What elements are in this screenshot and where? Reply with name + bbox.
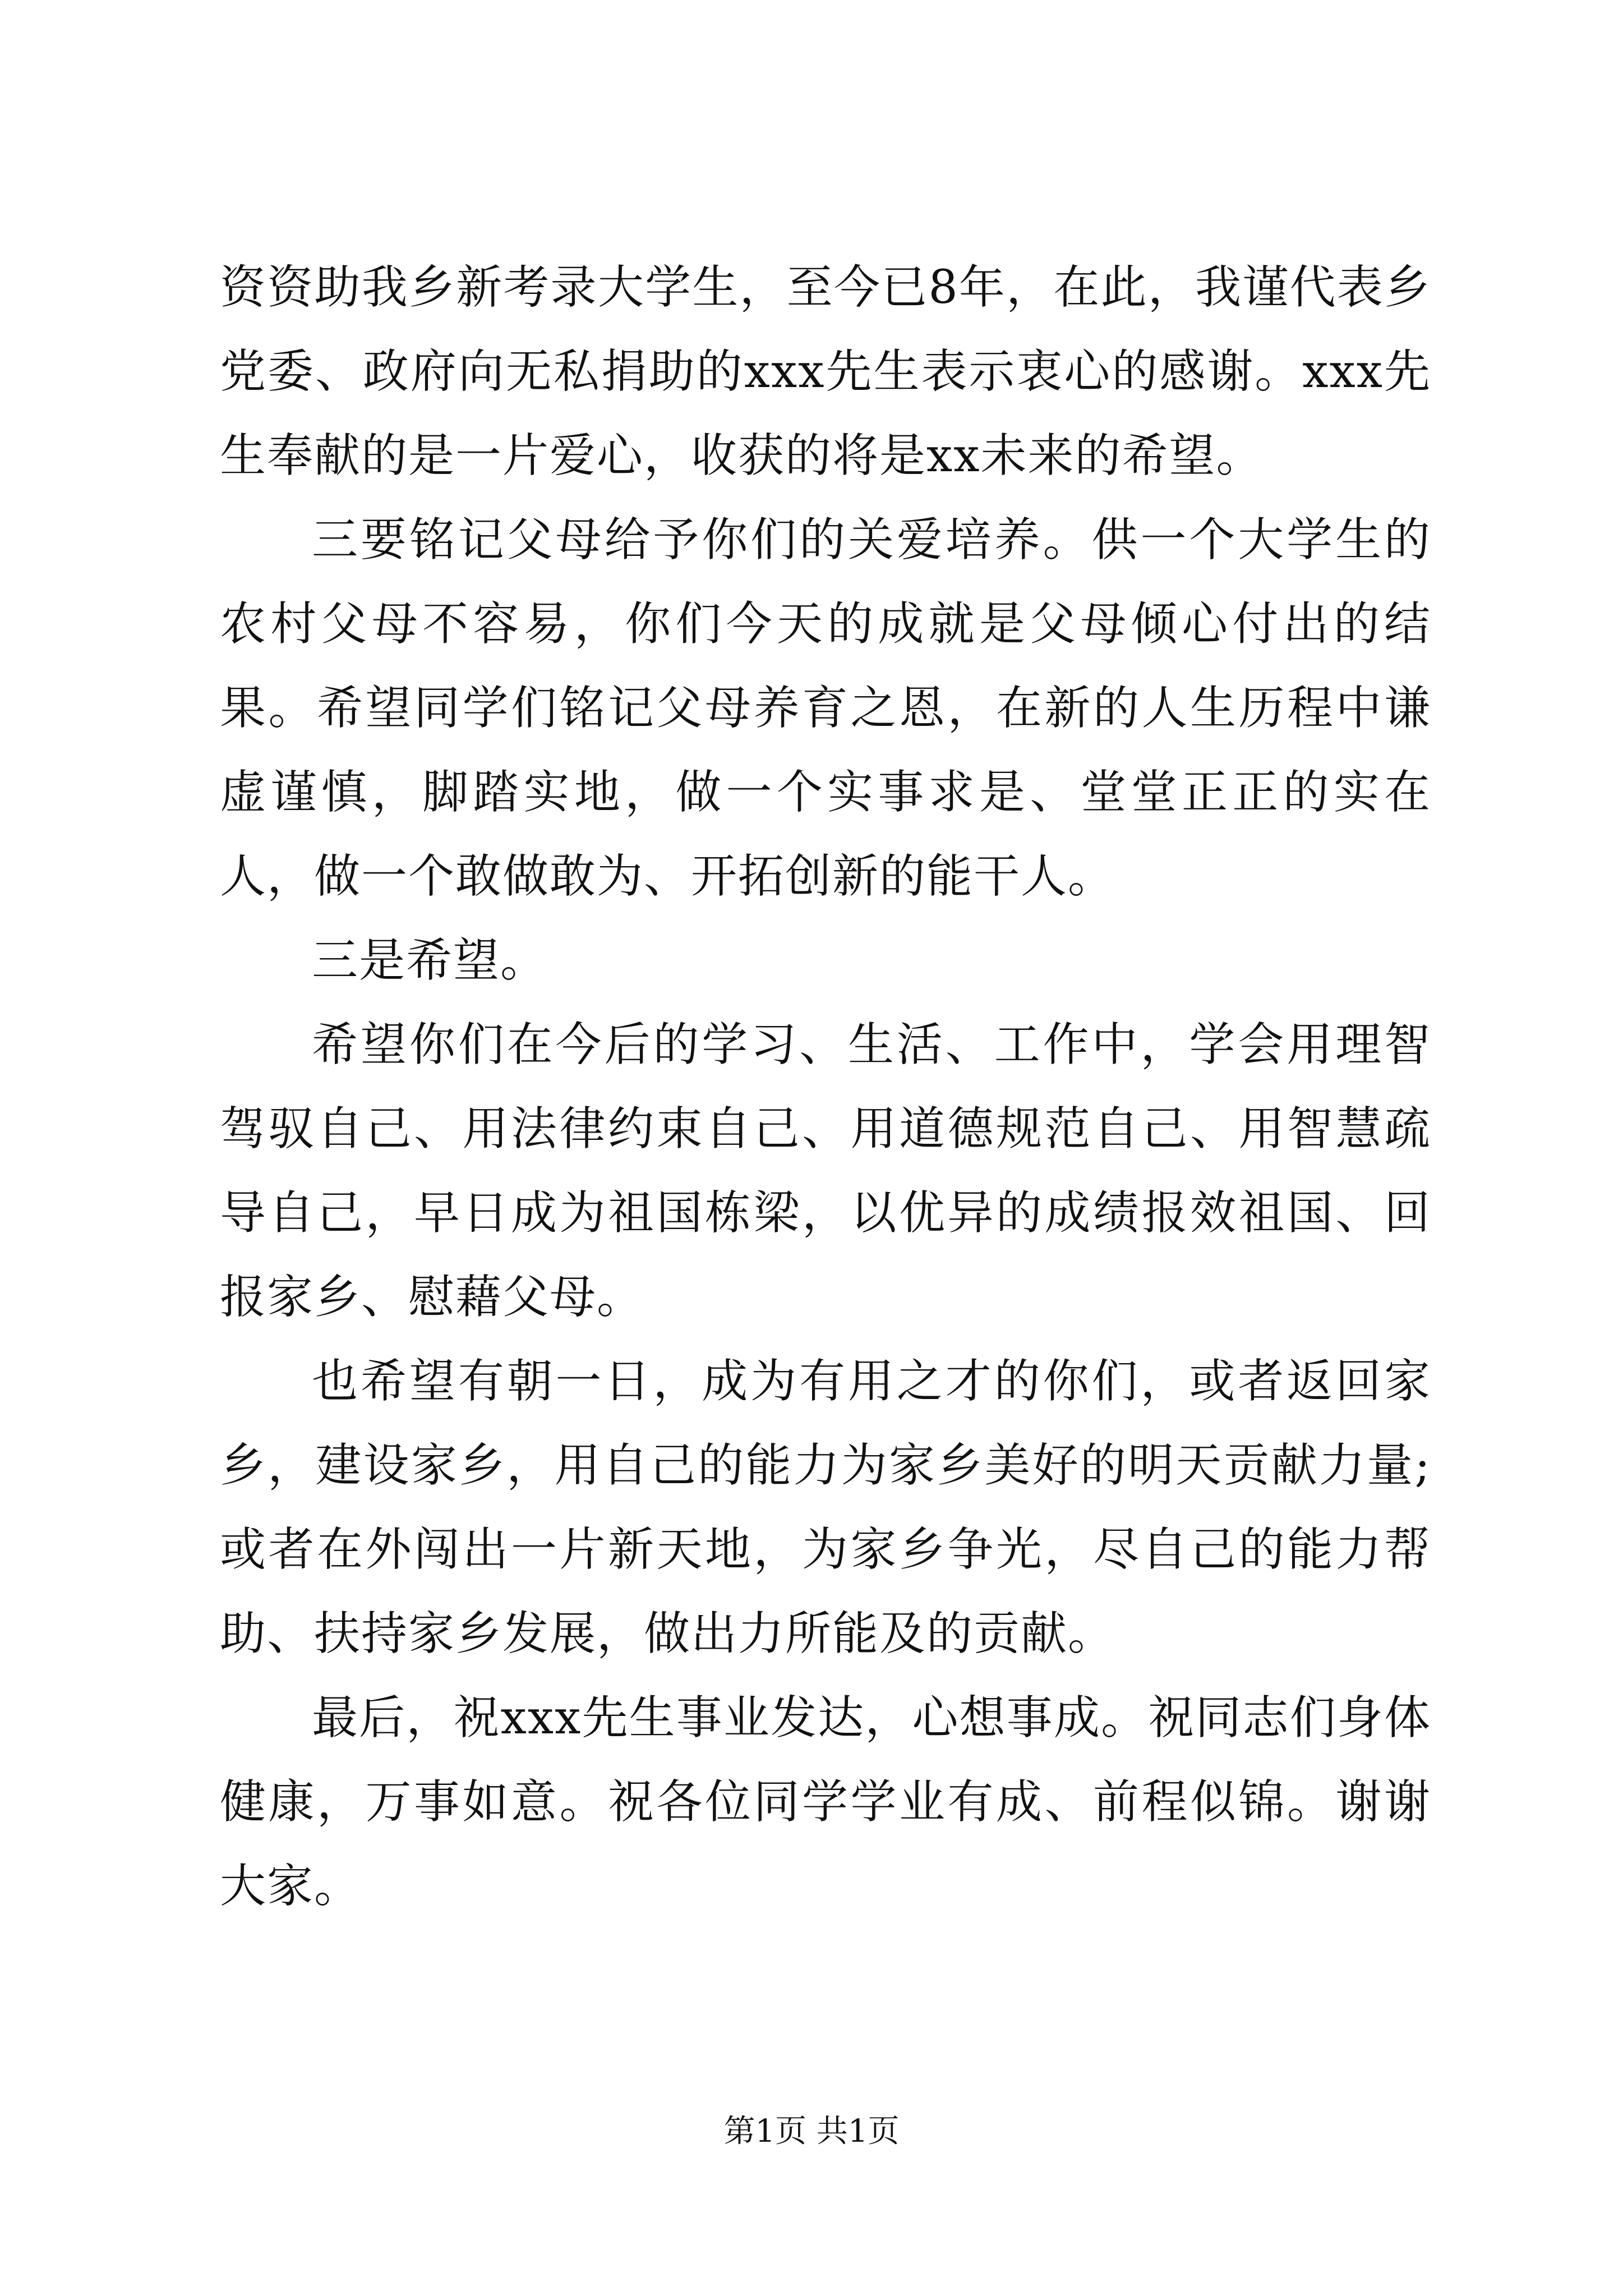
paragraph-closing: 最后，祝xxx先生事业发达，心想事成。祝同志们身体健康，万事如意。祝各位同学学业有成、前程似锦。谢谢大家。	[220, 1691, 1431, 1913]
page-number-footer: 第1页 共1页	[723, 2113, 900, 2150]
paragraph-heading-hope: 三是希望。	[312, 934, 548, 987]
paragraph-parents: 三要铭记父母给予你们的关爱培养。供一个大学生的农村父母不容易，你们今天的成就是父母倾心付出的结果。希望同学们铭记父母养育之恩，在新的人生历程中谦虚谨慎，脚踏实地，做一个实事求是、堂堂正正的实在人，做一个敢做敢为、开拓创新的能干人。	[220, 513, 1431, 903]
paragraph-hope-study: 希望你们在今后的学习、生活、工作中，学会用理智驾驭自己、用法律约束自己、用道德规范自己、用智慧疏导自己，早日成为祖国栋梁，以优异的成绩报效祖国、回报家乡、慰藉父母。	[220, 1018, 1431, 1324]
paragraph-continuation: 资资助我乡新考录大学生，至今已8年，在此，我谨代表乡党委、政府向无私捐助的xxx先生表示衷心的感谢。xxx先生奉献的是一片爱心，收获的将是xx未来的希望。	[220, 261, 1431, 482]
paragraph-hope-hometown: 也希望有朝一日，成为有用之才的你们，或者返回家乡，建设家乡，用自己的能力为家乡美好的明天贡献力量;或者在外闯出一片新天地，为家乡争光，尽自己的能力帮助、扶持家乡发展，做出力所能及的贡献。	[220, 1355, 1431, 1660]
document-body	[220, 246, 1431, 1929]
